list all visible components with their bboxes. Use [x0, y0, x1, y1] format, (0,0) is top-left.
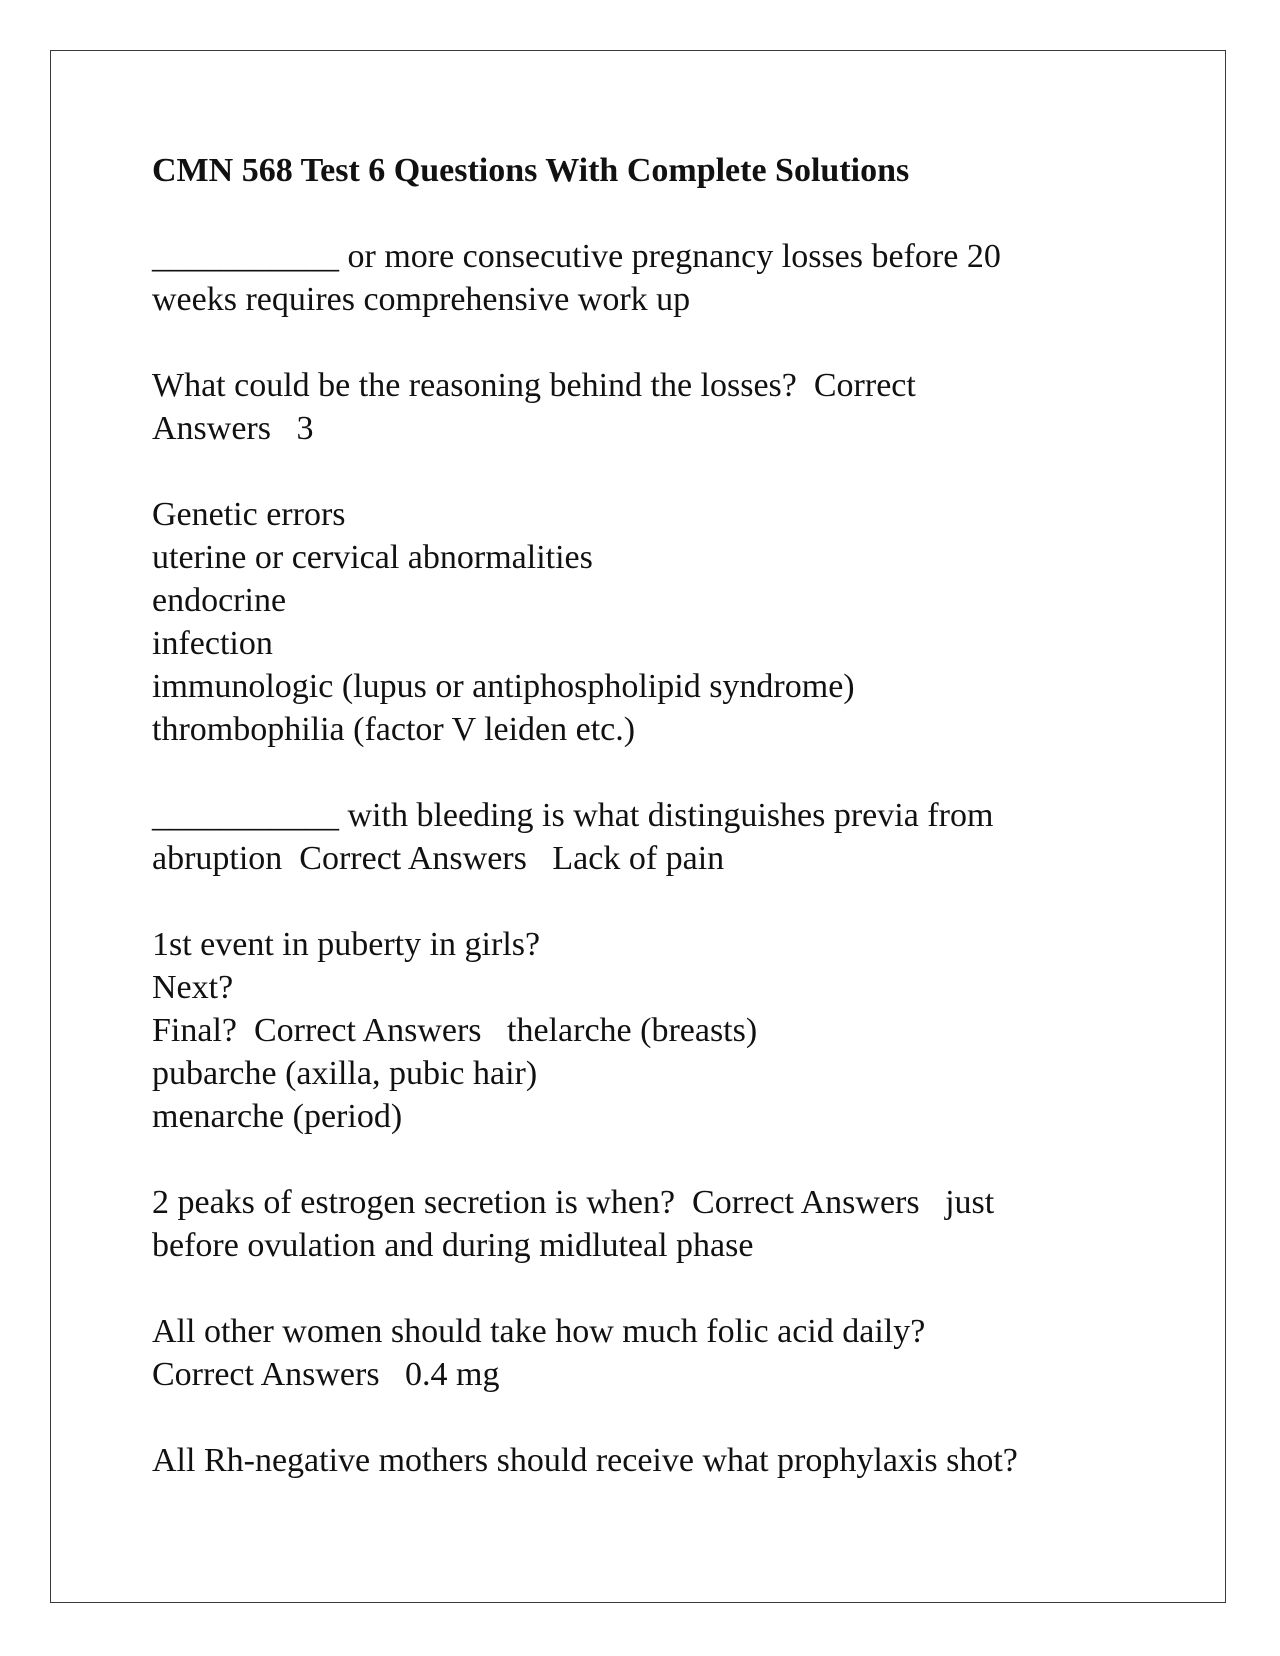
text-line: ___________ or more consecutive pregnancy losses before 20 — [152, 238, 1001, 275]
text-line: ___________ with bleeding is what distinguishes previa from — [152, 797, 994, 834]
question-block — [152, 364, 1152, 450]
text-line: Answers 3 — [152, 410, 314, 447]
text-line: abruption Correct Answers Lack of pain — [152, 840, 725, 877]
text-line: immunologic (lupus or antiphospholipid syndrome) — [152, 668, 855, 705]
text-line: pubarche (axilla, pubic hair) — [152, 1055, 538, 1092]
text-line: before ovulation and during midluteal phase — [152, 1227, 754, 1264]
text-line: thrombophilia (factor V leiden etc.) — [152, 711, 636, 748]
text-line: Final? Correct Answers thelarche (breasts) — [152, 1012, 758, 1049]
text-line: endocrine — [152, 582, 287, 619]
document-page — [50, 50, 1226, 1603]
text-line: uterine or cervical abnormalities — [152, 539, 593, 576]
question-block — [152, 1310, 1152, 1396]
question-block — [152, 923, 1152, 1138]
text-line: 2 peaks of estrogen secretion is when? Correct Answers just — [152, 1184, 995, 1221]
question-block — [152, 235, 1152, 321]
text-line: infection — [152, 625, 273, 662]
text-line: weeks requires comprehensive work up — [152, 281, 691, 318]
text-line: What could be the reasoning behind the losses? Correct — [152, 367, 916, 404]
document-title: CMN 568 Test 6 Questions With Complete Solutions — [152, 152, 910, 189]
text-line: All Rh-negative mothers should receive what prophylaxis shot? — [152, 1442, 1018, 1479]
question-block — [152, 794, 1152, 880]
text-line: menarche (period) — [152, 1098, 403, 1135]
question-block — [152, 1439, 1152, 1482]
text-line: Next? — [152, 969, 234, 1006]
text-line: 1st event in puberty in girls? — [152, 926, 541, 963]
text-line: Correct Answers 0.4 mg — [152, 1356, 500, 1393]
text-line: Genetic errors — [152, 496, 346, 533]
question-block — [152, 1181, 1152, 1267]
document-content — [152, 149, 1152, 1525]
answer-list — [152, 493, 1152, 751]
text-line: All other women should take how much folic acid daily? — [152, 1313, 926, 1350]
